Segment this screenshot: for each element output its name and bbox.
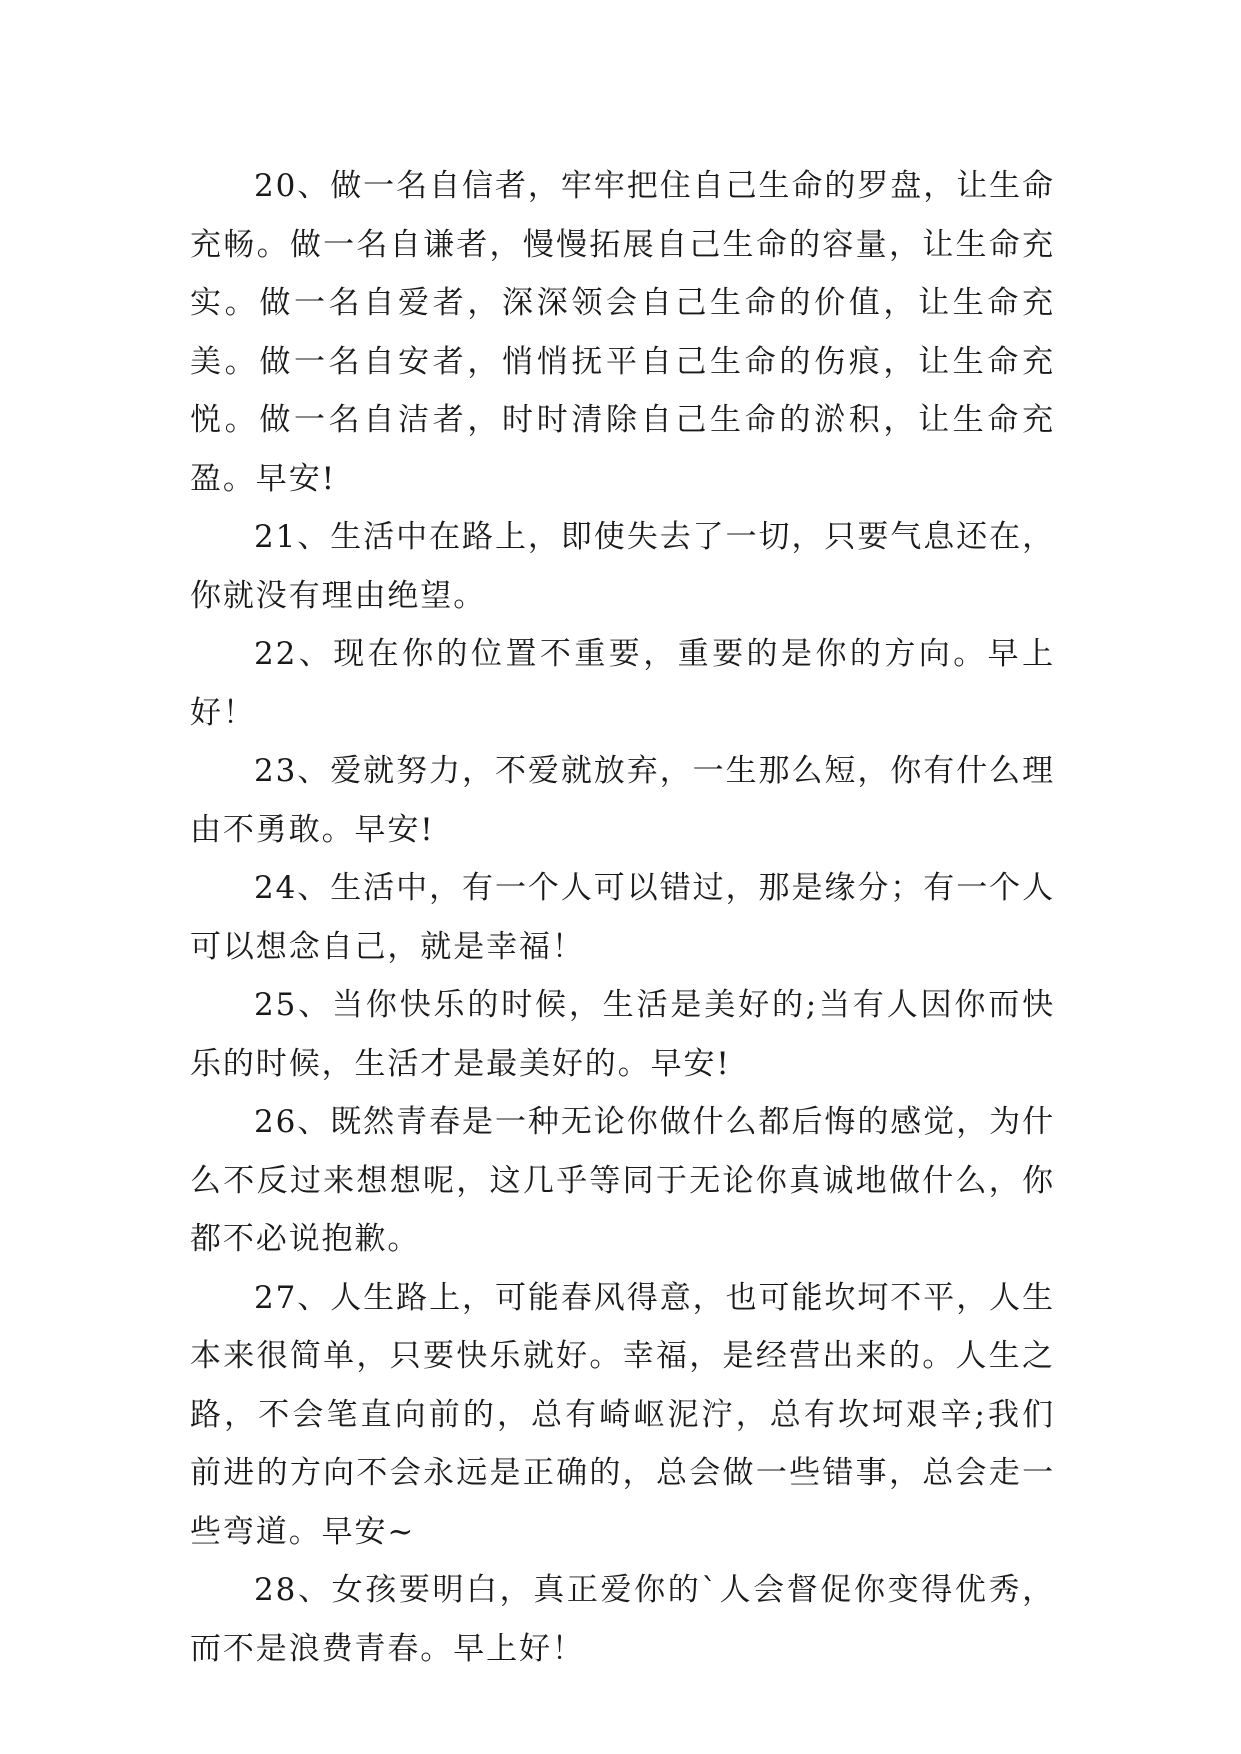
paragraph-26: 26、既然青春是一种无论你做什么都后悔的感觉，为什么不反过来想想呢，这几乎等同于无论你真诚地做什么，你都不必说抱歉。 (190, 1104, 1055, 1257)
paragraph-22: 22、现在你的位置不重要，重要的是你的方向。早上好！ (190, 636, 1055, 731)
paragraph-21: 21、生活中在路上，即使失去了一切，只要气息还在，你就没有理由绝望。 (190, 519, 1055, 614)
paragraph-25: 25、当你快乐的时候，生活是美好的;当有人因你而快乐的时候，生活才是最美好的。早安! (190, 987, 1055, 1082)
paragraph-23: 23、爱就努力，不爱就放弃，一生那么短，你有什么理由不勇敢。早安! (190, 753, 1055, 848)
paragraph-24: 24、生活中，有一个人可以错过，那是缘分；有一个人可以想念自己，就是幸福！ (190, 870, 1055, 965)
paragraph-28: 28、女孩要明白，真正爱你的`人会督促你变得优秀，而不是浪费青春。早上好！ (190, 1572, 1055, 1667)
paragraph-27: 27、人生路上，可能春风得意，也可能坎坷不平，人生本来很简单，只要快乐就好。幸福，是经营出来的。人生之路，不会笔直向前的，总有崎岖泥泞，总有坎坷艰辛;我们前进的方向不会永远是正确的，总会做一些错事，总会走一些弯道。早安~ (190, 1279, 1055, 1550)
paragraph-20: 20、做一名自信者，牢牢把住自己生命的罗盘，让生命充畅。做一名自谦者，慢慢拓展自己生命的容量，让生命充实。做一名自爱者，深深领会自己生命的价值，让生命充美。做一名自安者，悄悄抚平自己生命的伤痕，让生命充悦。做一名自洁者，时时清除自己生命的淤积，让生命充盈。早安! (190, 168, 1055, 497)
document-body (190, 157, 1055, 1678)
